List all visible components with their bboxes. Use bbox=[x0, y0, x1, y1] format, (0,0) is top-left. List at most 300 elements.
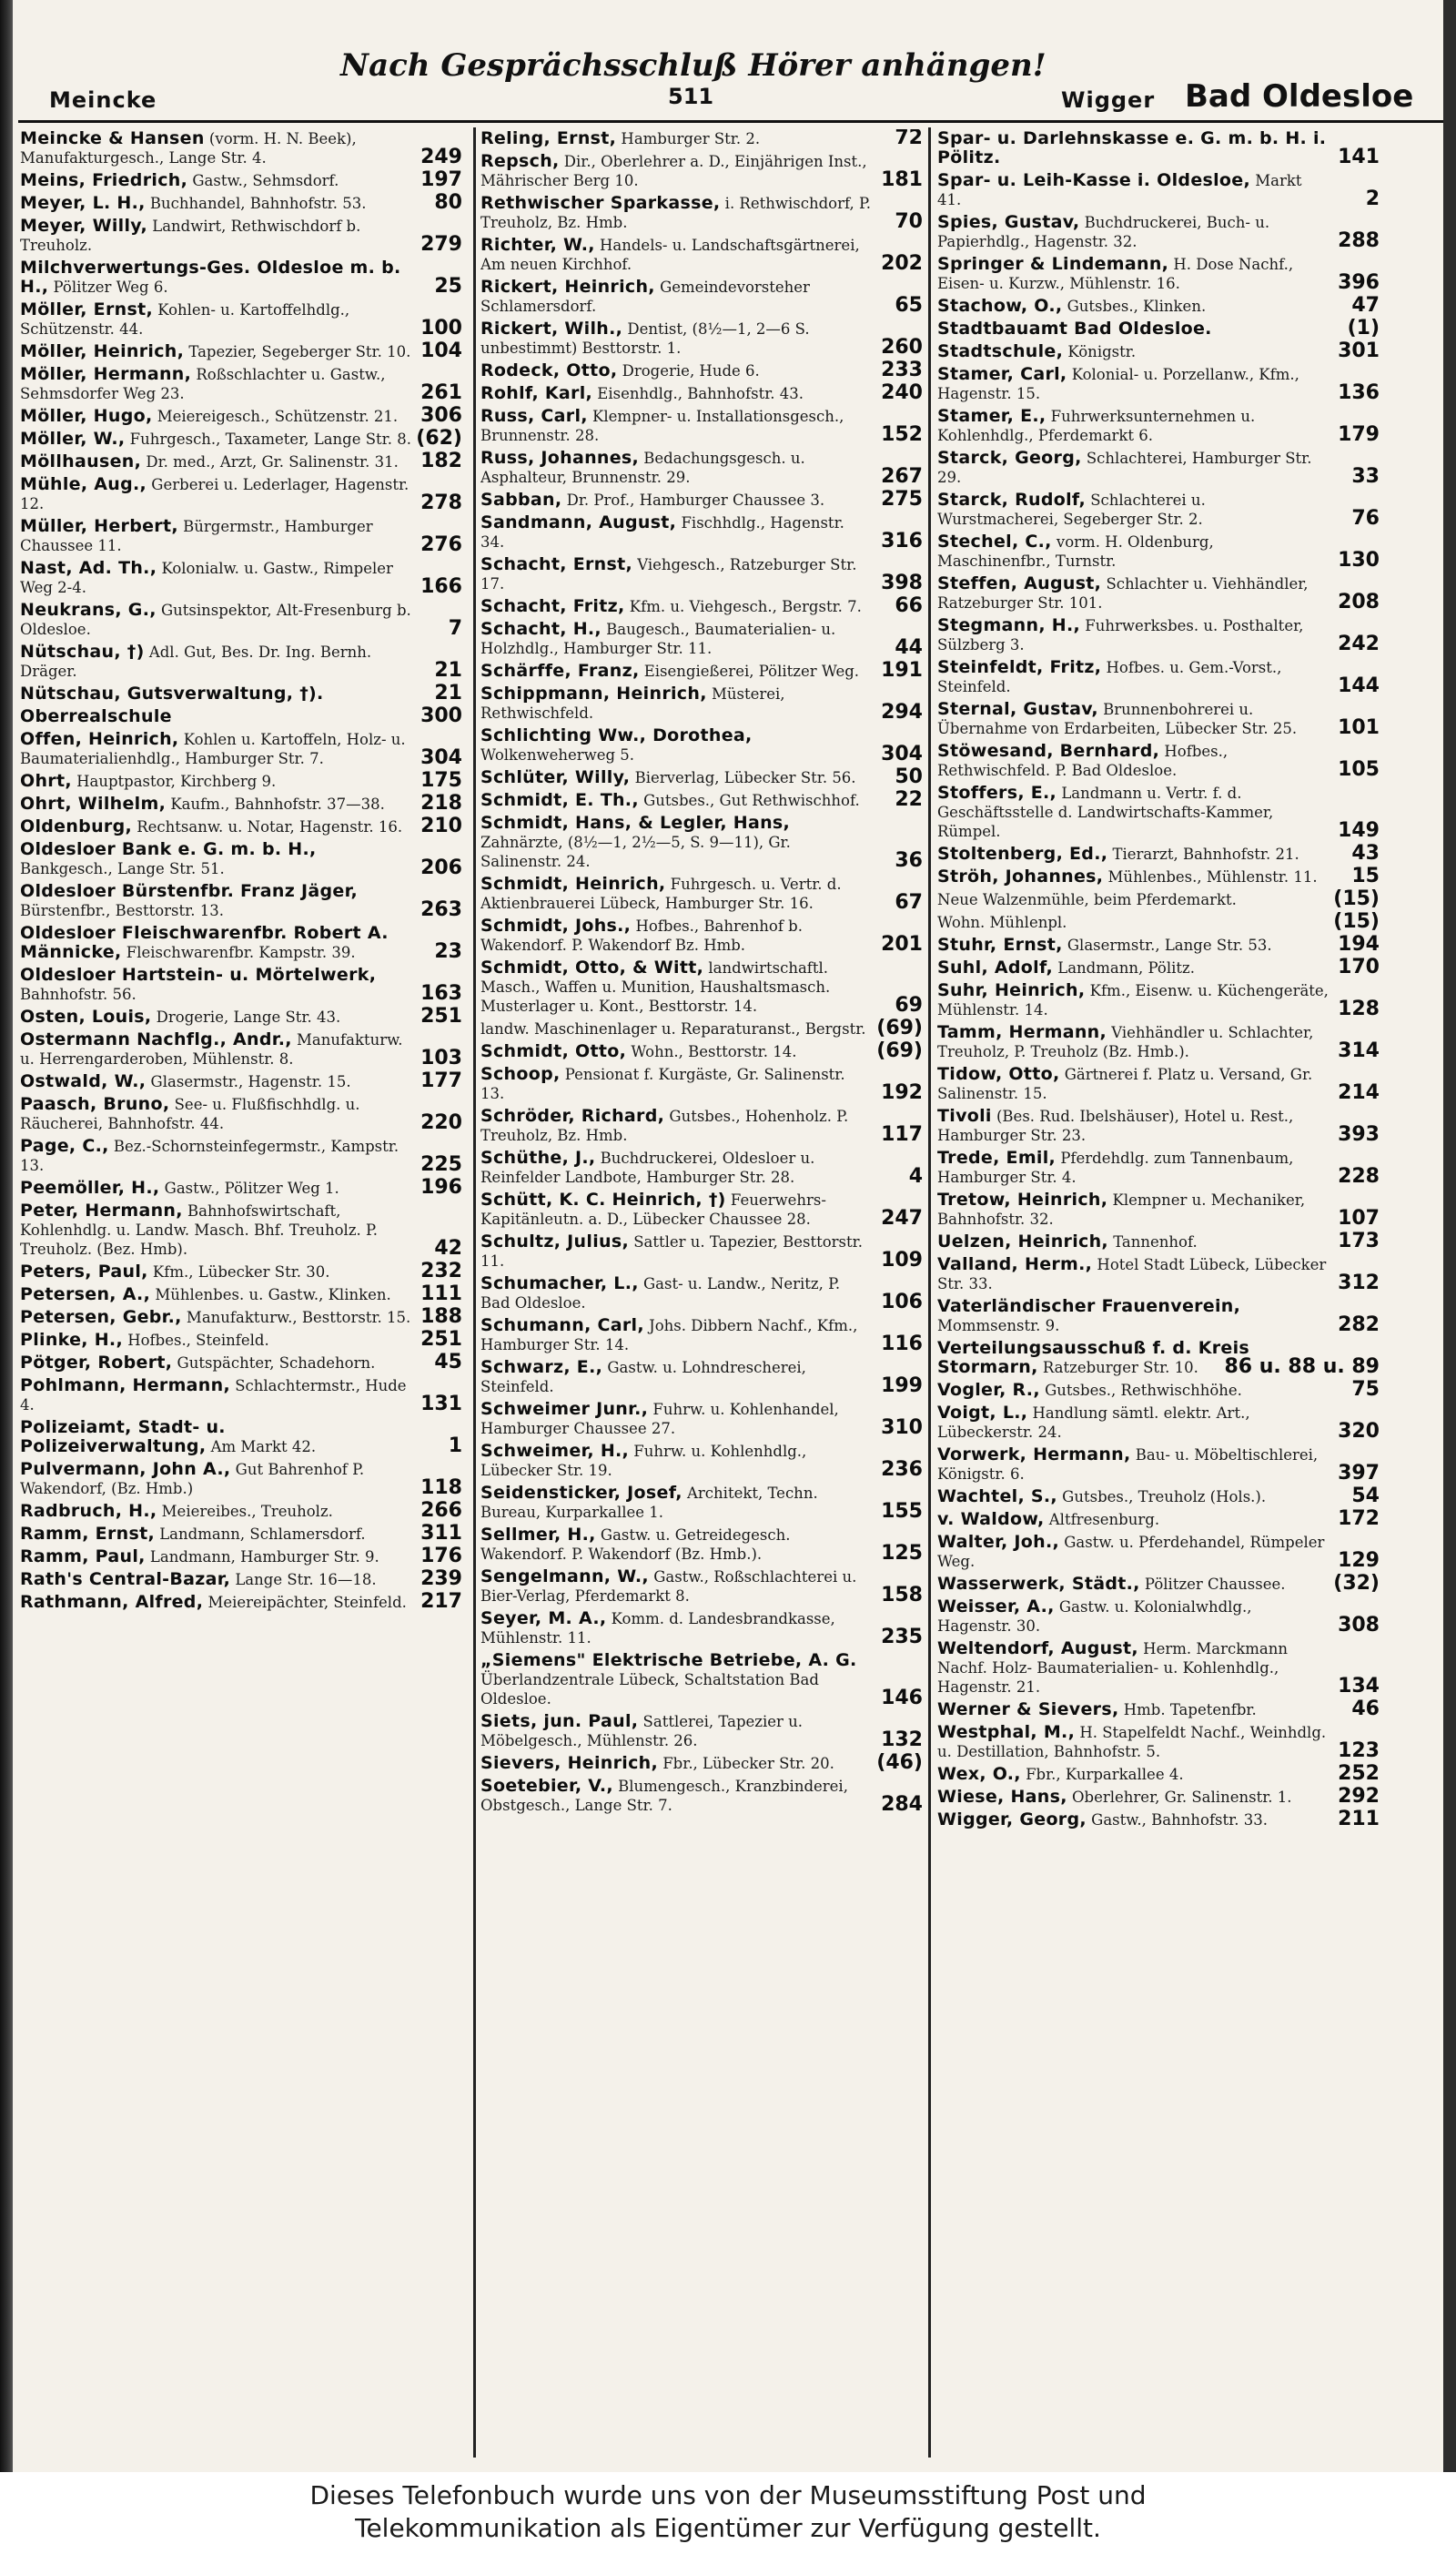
directory-entry bbox=[20, 840, 464, 878]
directory-entry bbox=[20, 404, 464, 427]
directory-entry bbox=[20, 1137, 464, 1175]
phone-number: 300 bbox=[420, 704, 462, 727]
entry-name: Stoltenberg, Ed., bbox=[937, 844, 1108, 864]
directory-entry bbox=[937, 867, 1381, 887]
directory-entry bbox=[20, 1262, 464, 1282]
entry-name: Petersen, Gebr., bbox=[20, 1307, 182, 1327]
entry-details: Zahnärzte, (8½—1, 2½—5, S. 9—11), Gr. Salinenstr. 24. bbox=[480, 834, 791, 870]
directory-entry bbox=[20, 684, 464, 704]
entry-details: Glasermstr., Hagenstr. 15. bbox=[146, 1073, 351, 1090]
directory-entry bbox=[20, 191, 464, 214]
entry-details: Landmann, Schlamersdorf. bbox=[154, 1525, 366, 1543]
phone-number: 107 bbox=[1338, 1207, 1380, 1230]
entry-name: Möller, W., bbox=[20, 429, 126, 449]
entry-details: Feuerwehrs-Kapitänleutn. a. D., Lübecker Chaussee 28. bbox=[480, 1191, 826, 1228]
entry-name: Schacht, H., bbox=[480, 619, 602, 639]
phone-number: 23 bbox=[434, 940, 462, 963]
directory-entry bbox=[20, 1522, 464, 1545]
phone-number: 75 bbox=[1351, 1378, 1380, 1401]
entry-details: Gutspächter, Schadehorn. bbox=[172, 1354, 376, 1372]
entry-name: Weltendorf, August, bbox=[937, 1638, 1138, 1658]
phone-number: 206 bbox=[420, 856, 462, 879]
entry-details: Meiereibes., Treuholz. bbox=[157, 1503, 333, 1520]
directory-entry bbox=[937, 1107, 1381, 1145]
header-rule bbox=[18, 120, 1443, 123]
phone-number: 67 bbox=[895, 891, 923, 914]
directory-entry bbox=[937, 700, 1381, 738]
entry-name: Stamer, Carl, bbox=[937, 364, 1067, 384]
entry-name: Oberrealschule bbox=[20, 706, 172, 726]
directory-entry bbox=[937, 342, 1381, 361]
directory-entry bbox=[480, 194, 925, 232]
directory-entry bbox=[20, 1376, 464, 1414]
phone-number: 44 bbox=[895, 636, 923, 659]
entry-details: Ratzeburger Str. 10. bbox=[1037, 1359, 1198, 1376]
entry-details: Mommsenstr. 9. bbox=[937, 1317, 1060, 1334]
entry-name: Rickert, Heinrich, bbox=[480, 277, 655, 297]
entry-details: Tapezier, Segeberger Str. 10. bbox=[184, 343, 411, 360]
entry-name: Sievers, Heinrich, bbox=[480, 1753, 658, 1773]
directory-entry bbox=[480, 1777, 925, 1815]
entry-name: Voigt, L., bbox=[937, 1403, 1028, 1423]
entry-details: Gastw. u. Pferdehandel, Rümpeler Weg. bbox=[937, 1534, 1325, 1570]
directory-entry bbox=[937, 1297, 1381, 1335]
entry-details: Drogerie, Lange Str. 43. bbox=[151, 1008, 341, 1026]
entry-details: Eisenhdlg., Bahnhofstr. 43. bbox=[592, 385, 804, 402]
directory-entry bbox=[937, 958, 1381, 978]
phone-number: 155 bbox=[881, 1500, 923, 1523]
entry-details: Gast- u. Landw., Neritz, P. Bad Oldesloe. bbox=[480, 1275, 841, 1312]
entry-details: Gerberei u. Lederlager, Hagenstr. 12. bbox=[20, 476, 410, 512]
phone-number: 210 bbox=[420, 815, 462, 837]
entry-details: Gastw., Pölitzer Weg 1. bbox=[159, 1180, 339, 1197]
entry-details: Altfresenburg. bbox=[1044, 1511, 1160, 1528]
entry-details: Blumengesch., Kranzbinderei, Obstgesch., Lange Str. 7. bbox=[480, 1778, 848, 1814]
phone-number: 36 bbox=[895, 849, 923, 872]
entry-details: Buchdruckerei, Buch- u. Papierhdlg., Hagenstr. 32. bbox=[937, 214, 1270, 250]
directory-entry bbox=[937, 1378, 1381, 1401]
entry-details: Landmann u. Vertr. f. d. Geschäftsstelle d. Landwirtschafts-Kammer, Rümpel. bbox=[937, 785, 1274, 840]
entry-name: Plinke, H., bbox=[20, 1330, 123, 1350]
directory-entry bbox=[937, 449, 1381, 487]
phone-number: 197 bbox=[420, 168, 462, 191]
directory-entry bbox=[480, 1651, 925, 1708]
directory-entry bbox=[480, 1358, 925, 1396]
entry-details: Bahnhofswirtschaft, Kohlenhdlg. u. Landw. Masch. Bhf. Treuholz. P. Treuholz. (Bez. Hmb). bbox=[20, 1202, 379, 1258]
directory-entry bbox=[480, 1442, 925, 1480]
entry-name: Schacht, Ernst, bbox=[480, 554, 632, 574]
entry-details: Viehhändler u. Schlachter, Treuholz, P. Treuholz (Bz. Hmb.). bbox=[937, 1024, 1314, 1060]
entry-details: Meiereipächter, Steinfeld. bbox=[203, 1594, 407, 1611]
entry-details: H. Stapelfeldt Nachf., Weinhdlg. u. Destillation, Bahnhofstr. 5. bbox=[937, 1724, 1327, 1760]
directory-entry bbox=[937, 407, 1381, 445]
phone-number: 15 bbox=[1351, 865, 1380, 887]
phone-number: 199 bbox=[881, 1374, 923, 1397]
phone-number: 218 bbox=[420, 792, 462, 815]
entry-name: Ohrt, Wilhelm, bbox=[20, 794, 167, 814]
phone-number: 21 bbox=[434, 659, 462, 682]
directory-entry bbox=[937, 255, 1381, 293]
phone-number: 33 bbox=[1351, 465, 1380, 488]
phone-number: 42 bbox=[434, 1237, 462, 1260]
entry-name: Schlüter, Willy, bbox=[480, 767, 631, 787]
entry-details: Buchdruckerei, Oldesloer u. Reinfelder Landbote, Hamburger Str. 28. bbox=[480, 1150, 815, 1186]
entry-details: Handels- u. Landschaftsgärtnerei, Am neuen Kirchhof. bbox=[480, 237, 860, 273]
entry-name: Springer & Lindemann, bbox=[937, 254, 1169, 274]
phone-number: 181 bbox=[881, 168, 923, 191]
directory-entry bbox=[20, 1030, 464, 1069]
entry-details: Gastw. u. Lohndrescherei, Steinfeld. bbox=[480, 1359, 806, 1395]
entry-details: Gutsbes., Treuholz (Hols.). bbox=[1057, 1488, 1267, 1505]
directory-entry bbox=[480, 1019, 925, 1039]
phone-number: 177 bbox=[420, 1069, 462, 1092]
directory-entry bbox=[480, 407, 925, 445]
phone-number: 240 bbox=[881, 381, 923, 404]
entry-name: Neukrans, G., bbox=[20, 600, 157, 620]
directory-entry bbox=[20, 882, 464, 920]
entry-details: Johs. Dibbern Nachf., Kfm., Hamburger Str. 14. bbox=[480, 1317, 858, 1353]
phone-number: 152 bbox=[881, 423, 923, 446]
directory-entry bbox=[480, 1149, 925, 1187]
entry-name: Spies, Gustav, bbox=[937, 212, 1080, 232]
directory-entry bbox=[937, 1232, 1381, 1252]
directory-entry bbox=[480, 726, 925, 765]
phone-number: 194 bbox=[1338, 933, 1380, 956]
entry-details: Landmann, Pölitz. bbox=[1053, 959, 1195, 977]
entry-name: Sandmann, August, bbox=[480, 512, 677, 532]
directory-entry bbox=[937, 1785, 1381, 1808]
directory-entry bbox=[480, 594, 925, 617]
entry-details: Lange Str. 16—18. bbox=[230, 1571, 377, 1588]
entry-name: Meyer, L. H., bbox=[20, 193, 146, 213]
directory-entry bbox=[20, 1305, 464, 1328]
directory-entry bbox=[20, 342, 464, 361]
entry-details: Dir., Oberlehrer a. D., Einjährigen Inst., Mährischer Berg 10. bbox=[480, 153, 867, 189]
page-slogan: Nach Gesprächsschluß Hörer anhängen! bbox=[340, 47, 1046, 84]
directory-entry bbox=[937, 1255, 1381, 1293]
entry-name: Schumacher, L., bbox=[480, 1273, 639, 1293]
directory-entry bbox=[20, 1005, 464, 1028]
entry-details: Hamburger Str. 2. bbox=[616, 130, 761, 147]
directory-entry bbox=[480, 319, 925, 358]
directory-entry bbox=[937, 742, 1381, 780]
entry-name: Meins, Friedrich, bbox=[20, 170, 188, 190]
entry-details: Schlachter u. Viehhändler, Ratzeburger Str. 101. bbox=[937, 575, 1309, 612]
phone-number: 175 bbox=[420, 769, 462, 792]
phone-number: 76 bbox=[1351, 507, 1380, 530]
entry-details: Viehgesch., Ratzeburger Str. 17. bbox=[480, 556, 857, 593]
directory-entry bbox=[937, 1149, 1381, 1187]
entry-details: Glasermstr., Lange Str. 53. bbox=[1062, 937, 1272, 954]
phone-number: 54 bbox=[1351, 1485, 1380, 1507]
entry-details: Kfm., Lübecker Str. 30. bbox=[147, 1263, 330, 1281]
entry-name: Wasserwerk, Städt., bbox=[937, 1574, 1140, 1594]
entry-details: Kolonialw. u. Gastw., Rimpeler Weg 2-4. bbox=[20, 560, 393, 596]
phone-number: 398 bbox=[881, 572, 923, 594]
entry-details: Fuhrgesch., Taxameter, Lange Str. 8. bbox=[125, 431, 411, 448]
phone-number: 228 bbox=[1338, 1165, 1380, 1188]
entry-details: Pölitzer Chaussee. bbox=[1139, 1576, 1286, 1593]
directory-entry bbox=[20, 168, 464, 191]
phone-number: 176 bbox=[420, 1545, 462, 1567]
directory-entry bbox=[937, 171, 1381, 209]
phone-number: 278 bbox=[420, 492, 462, 514]
entry-name: Steffen, August, bbox=[937, 573, 1102, 593]
directory-entry bbox=[20, 769, 464, 792]
phone-number: 129 bbox=[1338, 1549, 1380, 1572]
entry-name: Starck, Georg, bbox=[937, 448, 1082, 468]
directory-entry bbox=[937, 784, 1381, 841]
entry-details: Pferdehdlg. zum Tannenbaum, Hamburger Str. 4. bbox=[937, 1150, 1294, 1186]
directory-entry bbox=[937, 1533, 1381, 1571]
directory-entry bbox=[937, 1762, 1381, 1785]
page-header bbox=[13, 0, 1443, 118]
phone-number: 104 bbox=[420, 340, 462, 362]
entry-name: Richter, W., bbox=[480, 235, 595, 255]
entry-name: Uelzen, Heinrich, bbox=[937, 1231, 1108, 1252]
entry-name: Radbruch, H., bbox=[20, 1501, 157, 1521]
entry-details: Gastw. u. Kolonialwhdlg., Hagenstr. 30. bbox=[937, 1598, 1252, 1635]
entry-details: Bahnhofstr. 56. bbox=[20, 986, 136, 1003]
entry-name: Seidensticker, Josef, bbox=[480, 1483, 682, 1503]
phone-number: 276 bbox=[420, 533, 462, 556]
directory-entry bbox=[20, 258, 464, 297]
footer-credit bbox=[0, 2472, 1456, 2554]
phone-number: 46 bbox=[1351, 1698, 1380, 1720]
entry-details: Fbr., Kurparkallee 4. bbox=[1020, 1766, 1184, 1783]
directory-entry bbox=[937, 1191, 1381, 1229]
entry-name: Suhl, Adolf, bbox=[937, 958, 1053, 978]
entry-details: Gemeindevorsteher Schlamersdorf. bbox=[480, 279, 810, 315]
directory-entry bbox=[20, 1095, 464, 1133]
entry-name: Schmidt, Otto, & Witt, bbox=[480, 958, 704, 978]
phone-number: 192 bbox=[881, 1081, 923, 1104]
directory-entry bbox=[20, 1590, 464, 1613]
phone-number: 134 bbox=[1338, 1675, 1380, 1698]
entry-details: Fuhrw. u. Kohlenhandel, Hamburger Chaussee 27. bbox=[480, 1401, 839, 1437]
directory-entry bbox=[20, 1499, 464, 1522]
phone-number: 202 bbox=[881, 252, 923, 275]
entry-details: Wohn., Besttorstr. 14. bbox=[626, 1043, 797, 1060]
directory-entry bbox=[20, 452, 464, 471]
phone-number: 316 bbox=[881, 530, 923, 552]
entry-name: Steinfeldt, Fritz, bbox=[937, 657, 1102, 677]
entry-name: Peemöller, H., bbox=[20, 1178, 160, 1198]
entry-name: Nast, Ad. Th., bbox=[20, 558, 157, 578]
phone-number: 306 bbox=[420, 404, 462, 427]
phone-number: (15) bbox=[1333, 910, 1380, 933]
entry-details: Gastw., Bahnhofstr. 33. bbox=[1086, 1811, 1268, 1829]
entry-details: Fuhrgesch. u. Vertr. d. Aktienbrauerei Lübeck, Hamburger Str. 16. bbox=[480, 876, 842, 912]
entry-name: Schütt, K. C. Heinrich, †) bbox=[480, 1190, 726, 1210]
phonebook-page bbox=[13, 0, 1443, 2472]
phone-number: 182 bbox=[420, 450, 462, 472]
phone-number: 163 bbox=[420, 982, 462, 1005]
phone-number: 242 bbox=[1338, 633, 1380, 655]
entry-name: Wachtel, S., bbox=[937, 1486, 1057, 1506]
entry-name: Rohlf, Karl, bbox=[480, 383, 593, 403]
entry-name: Oldesloer Bürstenfbr. Franz Jäger, bbox=[20, 881, 358, 901]
directory-entry bbox=[480, 381, 925, 404]
entry-details: Schlachterei, Hamburger Str. 29. bbox=[937, 450, 1312, 486]
directory-entry bbox=[937, 842, 1381, 865]
directory-entry bbox=[937, 1404, 1381, 1442]
entry-name: Westphal, M., bbox=[937, 1722, 1076, 1742]
phone-number: 314 bbox=[1338, 1039, 1380, 1062]
directory-entry bbox=[20, 966, 464, 1004]
directory-entry bbox=[480, 278, 925, 316]
phone-number: 310 bbox=[881, 1416, 923, 1439]
phone-number: 397 bbox=[1338, 1462, 1380, 1485]
phone-number: 118 bbox=[420, 1476, 462, 1499]
entry-details: Hmb. Tapetenfbr. bbox=[1118, 1701, 1257, 1718]
phone-number: 235 bbox=[881, 1626, 923, 1648]
entry-details: Handlung sämtl. elektr. Art., Lübeckerstr. 24. bbox=[937, 1404, 1250, 1441]
phone-number: 239 bbox=[420, 1567, 462, 1590]
phone-number: 45 bbox=[434, 1351, 462, 1373]
directory-entry bbox=[20, 475, 464, 513]
phone-number: 106 bbox=[881, 1291, 923, 1313]
entry-details: Gärtnerei f. Platz u. Versand, Gr. Salinenstr. 15. bbox=[937, 1066, 1313, 1102]
entry-details: Herm. Marckmann Nachf. Holz- Baumaterialien- u. Kohlenhdlg., Hagenstr. 21. bbox=[937, 1640, 1288, 1696]
entry-name: Pötger, Robert, bbox=[20, 1353, 173, 1373]
directory-entry bbox=[937, 1639, 1381, 1697]
entry-name: Vogler, R., bbox=[937, 1380, 1040, 1400]
entry-details: Dr. med., Arzt, Gr. Salinenstr. 31. bbox=[141, 453, 399, 471]
entry-details: Fuhrwerksbes. u. Posthalter, Sülzberg 3. bbox=[937, 617, 1304, 654]
directory-entry bbox=[937, 1487, 1381, 1506]
directory-entry bbox=[480, 1316, 925, 1354]
phone-number: (15) bbox=[1333, 887, 1380, 910]
entry-name: Meyer, Willy, bbox=[20, 216, 147, 236]
phone-number: 141 bbox=[1338, 146, 1380, 168]
entry-details: Bürstenfbr., Besttorstr. 13. bbox=[20, 902, 224, 919]
entry-details: Gutsbes., Klinken. bbox=[1062, 298, 1207, 315]
phone-number: 301 bbox=[1338, 340, 1380, 362]
entry-name: Rath's Central-Bazar, bbox=[20, 1569, 231, 1589]
entry-name: Möller, Hugo, bbox=[20, 406, 153, 426]
entry-name: Rickert, Wilh., bbox=[480, 319, 623, 339]
phone-number: 173 bbox=[1338, 1230, 1380, 1252]
phone-number: 123 bbox=[1338, 1739, 1380, 1762]
column-divider bbox=[473, 127, 476, 2458]
directory-entry bbox=[20, 1353, 464, 1373]
entry-details: Meiereigesch., Schützenstr. 21. bbox=[152, 408, 399, 425]
directory-entry bbox=[480, 684, 925, 723]
directory-entry bbox=[937, 1572, 1381, 1595]
directory-entry bbox=[937, 1810, 1381, 1829]
phone-number: 196 bbox=[420, 1176, 462, 1199]
entry-details: Mühlenbes., Mühlenstr. 11. bbox=[1103, 868, 1318, 886]
entry-details: Gut Bahrenhof P. Wakendorf, (Bz. Hmb.) bbox=[20, 1461, 365, 1497]
entry-details: Pölitzer Weg 6. bbox=[48, 279, 168, 296]
phone-number: 308 bbox=[1338, 1614, 1380, 1637]
phone-number: 111 bbox=[420, 1282, 462, 1305]
directory-entry bbox=[20, 1328, 464, 1351]
directory-entry bbox=[937, 1445, 1381, 1484]
entry-name: Schlichting Ww., Dorothea, bbox=[480, 725, 753, 745]
entry-name: Ostwald, W., bbox=[20, 1071, 147, 1091]
entry-name: Tidow, Otto, bbox=[937, 1064, 1060, 1084]
phone-number: (1) bbox=[1347, 317, 1380, 340]
directory-entry bbox=[480, 1751, 925, 1774]
directory-entry bbox=[20, 517, 464, 555]
entry-name: Werner & Sievers, bbox=[937, 1699, 1119, 1719]
directory-entry bbox=[20, 924, 464, 962]
phone-number: 149 bbox=[1338, 819, 1380, 842]
entry-name: Repsch, bbox=[480, 151, 560, 171]
directory-entry bbox=[480, 1609, 925, 1647]
entry-details: Fischhdlg., Hagenstr. 34. bbox=[480, 514, 844, 551]
entry-name: Schippmann, Heinrich, bbox=[480, 684, 707, 704]
directory-entry bbox=[937, 933, 1381, 956]
phone-number: 214 bbox=[1338, 1081, 1380, 1104]
phone-number: 208 bbox=[1338, 591, 1380, 613]
entry-details: Tierarzt, Bahnhofstr. 21. bbox=[1107, 846, 1299, 863]
phone-number: 158 bbox=[881, 1584, 923, 1606]
entry-name: Osten, Louis, bbox=[20, 1007, 152, 1027]
directory-entry bbox=[480, 1712, 925, 1750]
phone-number: 86 u. 88 u. 89 bbox=[1224, 1355, 1380, 1378]
directory-entry bbox=[480, 1567, 925, 1606]
directory-entry bbox=[937, 1597, 1381, 1636]
directory-entry bbox=[937, 887, 1381, 910]
directory-entry bbox=[20, 365, 464, 403]
phone-number: 251 bbox=[420, 1005, 462, 1028]
directory-entry bbox=[480, 1107, 925, 1145]
entry-name: Müller, Herbert, bbox=[20, 516, 178, 536]
entry-name: Sellmer, H., bbox=[480, 1525, 596, 1545]
entry-details: Schlachterei u. Wurstmacherei, Segeberger Str. 2. bbox=[937, 492, 1206, 528]
entry-details: Kaufm., Bahnhofstr. 37—38. bbox=[166, 796, 385, 813]
entry-name: Spar- u. Darlehnskasse e. G. m. b. H. i. Pölitz. bbox=[937, 129, 1327, 167]
directory-entry bbox=[937, 1700, 1381, 1719]
entry-name: Schmidt, E. Th., bbox=[480, 790, 639, 810]
entry-details: Bürgermstr., Hamburger Chaussee 11. bbox=[20, 518, 373, 554]
directory-entry bbox=[20, 217, 464, 255]
phone-number: 260 bbox=[881, 336, 923, 359]
entry-name: Page, C., bbox=[20, 1136, 109, 1156]
entry-details: Hofbes. u. Gem.-Vorst., Steinfeld. bbox=[937, 659, 1282, 695]
directory-entry bbox=[937, 319, 1381, 339]
entry-name: Wex, O., bbox=[937, 1764, 1021, 1784]
entry-details: Kolonial- u. Porzellanw., Kfm., Hagenstr. 15. bbox=[937, 366, 1299, 402]
directory-entry bbox=[20, 427, 464, 450]
entry-name: Oldesloer Hartstein- u. Mörtelwerk, bbox=[20, 965, 377, 985]
entry-name: Pohlmann, Hermann, bbox=[20, 1375, 230, 1395]
entry-details: Manufakturw. u. Herrengarderoben, Mühlenstr. 8. bbox=[20, 1031, 403, 1068]
entry-name: Schumann, Carl, bbox=[480, 1315, 644, 1335]
phone-number: (62) bbox=[416, 427, 462, 450]
entry-name: Ostermann Nachflg., Andr., bbox=[20, 1029, 292, 1049]
phone-number: 109 bbox=[881, 1249, 923, 1272]
entry-details: Hotel Stadt Lübeck, Lübecker Str. 33. bbox=[937, 1256, 1327, 1292]
directory-column-3 bbox=[937, 129, 1381, 2459]
entry-name: Möller, Ernst, bbox=[20, 299, 153, 319]
entry-details: landw. Maschinenlager u. Reparaturanst., Bergstr. bbox=[480, 1020, 866, 1038]
entry-name: Schröder, Richard, bbox=[480, 1106, 665, 1126]
entry-details: Gastw. u. Getreidegesch. Wakendorf. P. Wakendorf (Bz. Hmb.). bbox=[480, 1526, 791, 1563]
phone-number: 47 bbox=[1351, 294, 1380, 317]
phone-number: 279 bbox=[420, 233, 462, 256]
phone-number: 284 bbox=[881, 1793, 923, 1816]
phone-number: 100 bbox=[420, 317, 462, 340]
entry-details: Adl. Gut, Bes. Dr. Ing. Bernh. Dräger. bbox=[20, 644, 372, 680]
phone-number: 233 bbox=[881, 359, 923, 381]
entry-name: Stuhr, Ernst, bbox=[937, 935, 1063, 955]
entry-details: Architekt, Techn. Bureau, Kurparkallee 1. bbox=[480, 1485, 818, 1521]
directory-entry bbox=[480, 1400, 925, 1438]
